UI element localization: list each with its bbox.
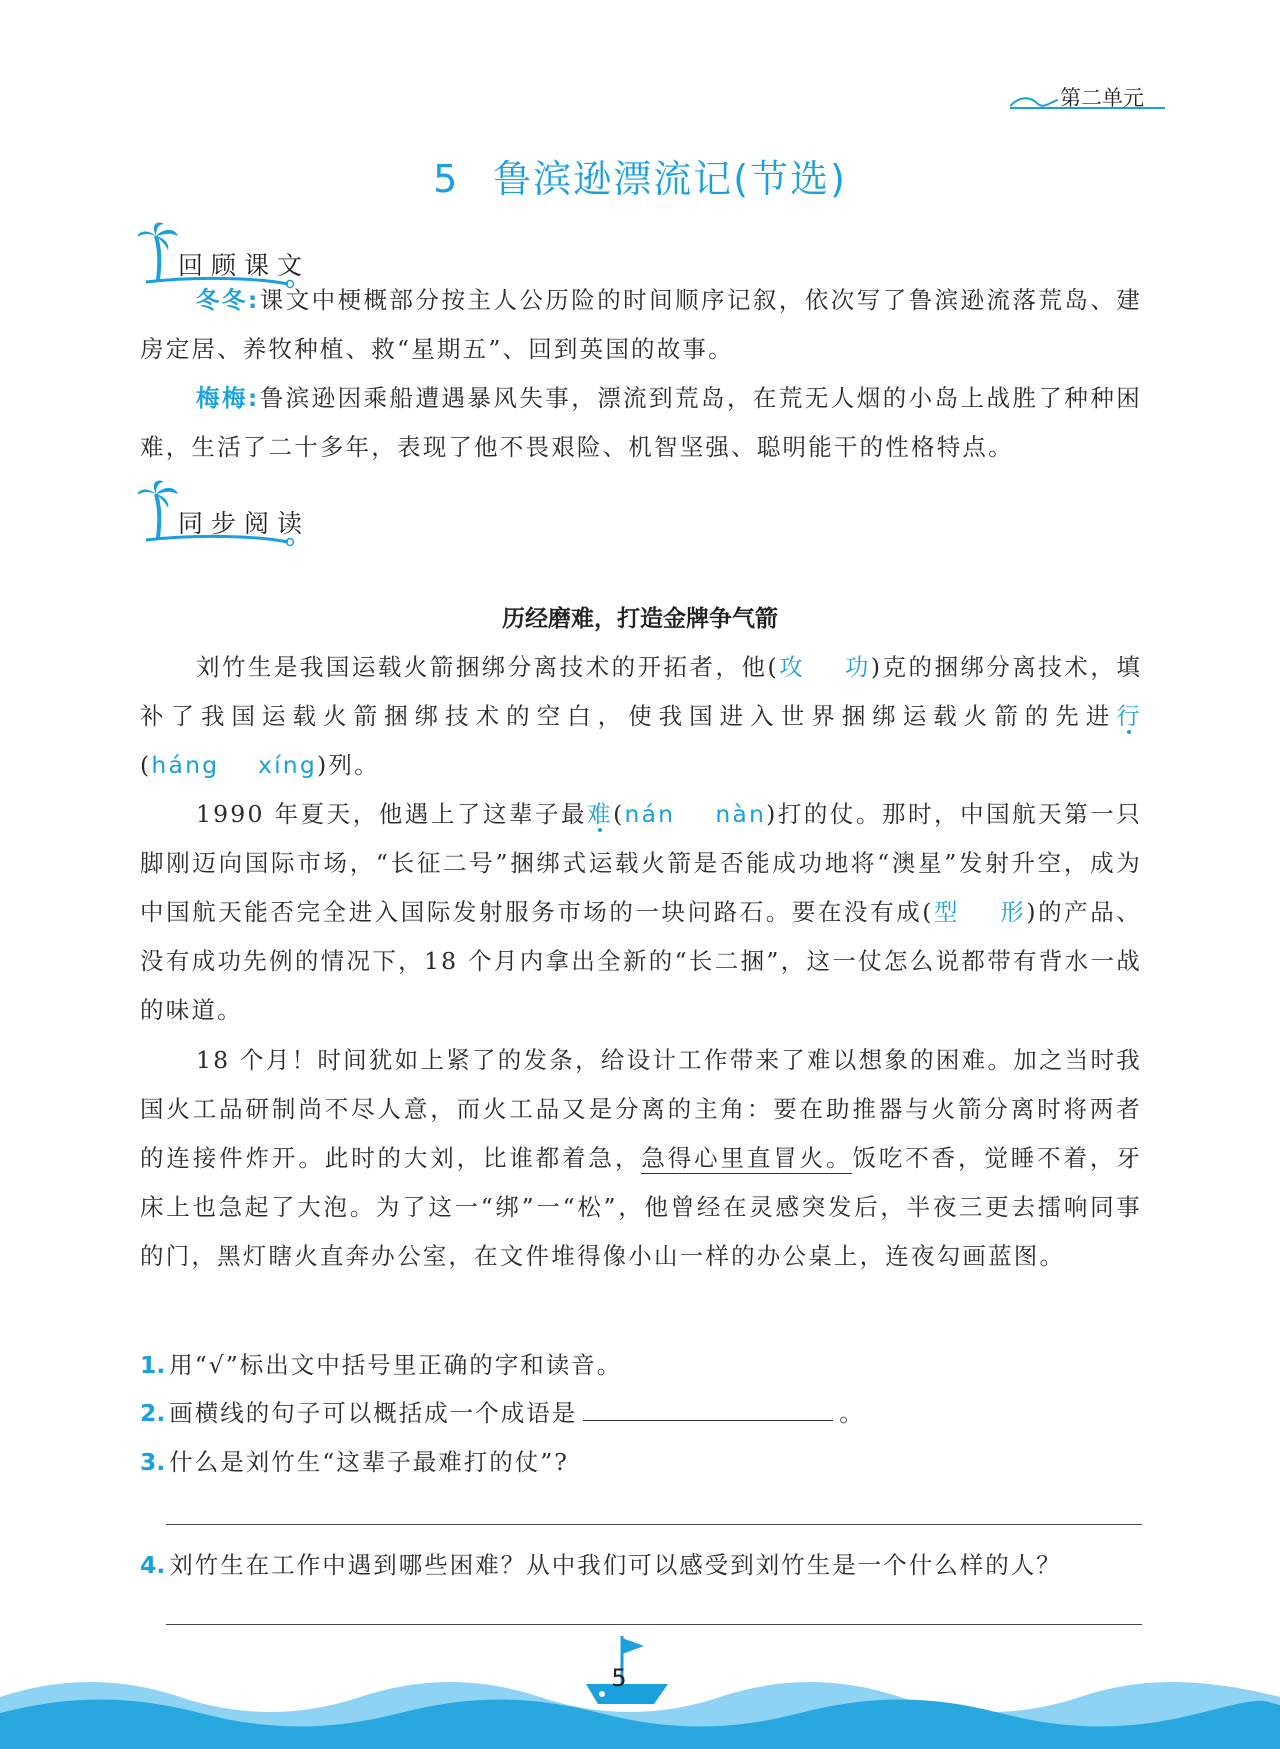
dotted-char-nan: 难 <box>587 800 614 828</box>
question-2-number: 2. <box>140 1399 166 1427</box>
question-4-number: 4. <box>140 1551 166 1579</box>
speaker-meimei: 梅梅: <box>196 384 260 412</box>
passage-paragraph-2 <box>140 790 1142 1035</box>
dialog-line-1 <box>140 276 1142 374</box>
question-2 <box>140 1394 865 1428</box>
question-2-tail: 。 <box>839 1399 865 1427</box>
pinyin-option-nan4[interactable]: nàn <box>715 800 767 828</box>
pinyin-option-xing[interactable]: xíng <box>257 751 318 779</box>
answer-line-4[interactable] <box>166 1624 1142 1625</box>
p1-text-b: )克的捆绑分离技术，填补了我国运载火箭捆绑技术的空白，使我国进入世界捆绑运载火箭的先进 <box>140 653 1143 730</box>
question-1 <box>140 1346 622 1380</box>
pinyin-option-hang[interactable]: háng <box>151 751 220 779</box>
lesson-number: 5 <box>433 157 460 201</box>
section-reading-label: 同步阅读 <box>178 509 311 538</box>
answer-blank-2[interactable] <box>583 1398 833 1421</box>
question-4-text: 刘竹生在工作中遇到哪些困难？从中我们可以感受到刘竹生是一个什么样的人？ <box>169 1551 1062 1579</box>
dialog-line-2 <box>140 374 1142 472</box>
unit-label: 第二单元 <box>1060 86 1144 110</box>
p3-text-b: 饭吃不香，觉睡不着，牙床上也急起了大泡。为了这一“绑”一“松”，他曾经在灵感突发后，半夜三更去擂响同事的门，黑灯瞎火直奔办公室，在文件堆得像小山一样的办公桌上，连夜勾画蓝图。 <box>140 1144 1142 1270</box>
question-1-text: 用“√”标出文中括号里正确的字和读音。 <box>169 1351 623 1379</box>
section-reading-heading <box>138 480 318 554</box>
unit-underline <box>1010 107 1165 109</box>
question-3-text: 什么是刘竹生“这辈子最难打的仗”? <box>169 1448 569 1476</box>
question-3-number: 3. <box>140 1448 166 1476</box>
question-4 <box>140 1546 1062 1580</box>
lesson-title <box>0 148 1280 203</box>
p2-paren-open: ( <box>613 800 625 828</box>
dialog-text-1: 课文中梗概部分按主人公历险的时间顺序记叙，依次写了鲁滨逊流落荒岛、建房定居、养牧种植、救“星期五”、回到英国的故事。 <box>140 286 1142 363</box>
passage-title: 历经磨难，打造金牌争气箭 <box>502 606 778 632</box>
choice-option-xing3[interactable]: 形 <box>1000 898 1027 926</box>
underlined-sentence: 急得心里直冒火。 <box>641 1144 853 1172</box>
choice-option-xing2[interactable]: 型 <box>933 898 961 926</box>
answer-line-3[interactable] <box>166 1524 1142 1525</box>
pinyin-option-nan2[interactable]: nán <box>624 800 676 828</box>
lesson-title-text: 鲁滨逊漂流记(节选) <box>493 157 847 201</box>
question-1-number: 1. <box>140 1351 166 1379</box>
p1-paren-open: ( <box>140 751 152 779</box>
section-review-label: 回顾课文 <box>178 251 311 280</box>
choice-option-gong1[interactable]: 攻 <box>778 653 806 681</box>
page-number: 5 <box>611 1664 627 1692</box>
question-3 <box>140 1443 569 1477</box>
choice-option-gong2[interactable]: 功 <box>844 653 871 681</box>
question-2-text: 画横线的句子可以概括成一个成语是 <box>169 1399 578 1427</box>
dotted-char-hang: 行 <box>1116 702 1142 730</box>
p2-text-a: 1990 年夏天，他遇上了这辈子最 <box>196 800 588 828</box>
passage-paragraph-1 <box>140 643 1142 790</box>
speaker-dongdong: 冬冬: <box>196 286 260 314</box>
dialog-text-2: 鲁滨逊因乘船遭遇暴风失事，漂流到荒岛，在荒无人烟的小岛上战胜了种种困难，生活了二十多年，表现了他不畏艰险、机智坚强、聪明能干的性格特点。 <box>140 384 1142 461</box>
p2-text-d: )的产品、没有成功先例的情况下，18 个月内拿出全新的“长二捆”，这一仗怎么说都带有背水一战的味道。 <box>140 898 1142 1024</box>
unit-swoosh-icon <box>1010 92 1058 112</box>
p3-text-a: 18 个月！时间犹如上紧了的发条，给设计工作带来了难以想象的困难。加之当时我国火工品研制尚不尽人意，而火工品又是分离的主角：要在助推器与火箭分离时将两者的连接件炸开。此时的大刘，比谁都着急， <box>140 1046 1142 1172</box>
p1-text-d: )列。 <box>317 751 380 779</box>
passage-paragraph-3 <box>140 1036 1142 1281</box>
p2-text-c: )打的仗。那时，中国航天第一只脚刚迈向国际市场，“长征二号”捆绑式运载火箭是否能成功地将“澳星”发射升空，成为中国航天能否完全进入国际发射服务市场的一块问路石。要在没有成( <box>140 800 1142 926</box>
p1-text-a: 刘竹生是我国运载火箭捆绑分离技术的开拓者，他( <box>196 653 779 681</box>
